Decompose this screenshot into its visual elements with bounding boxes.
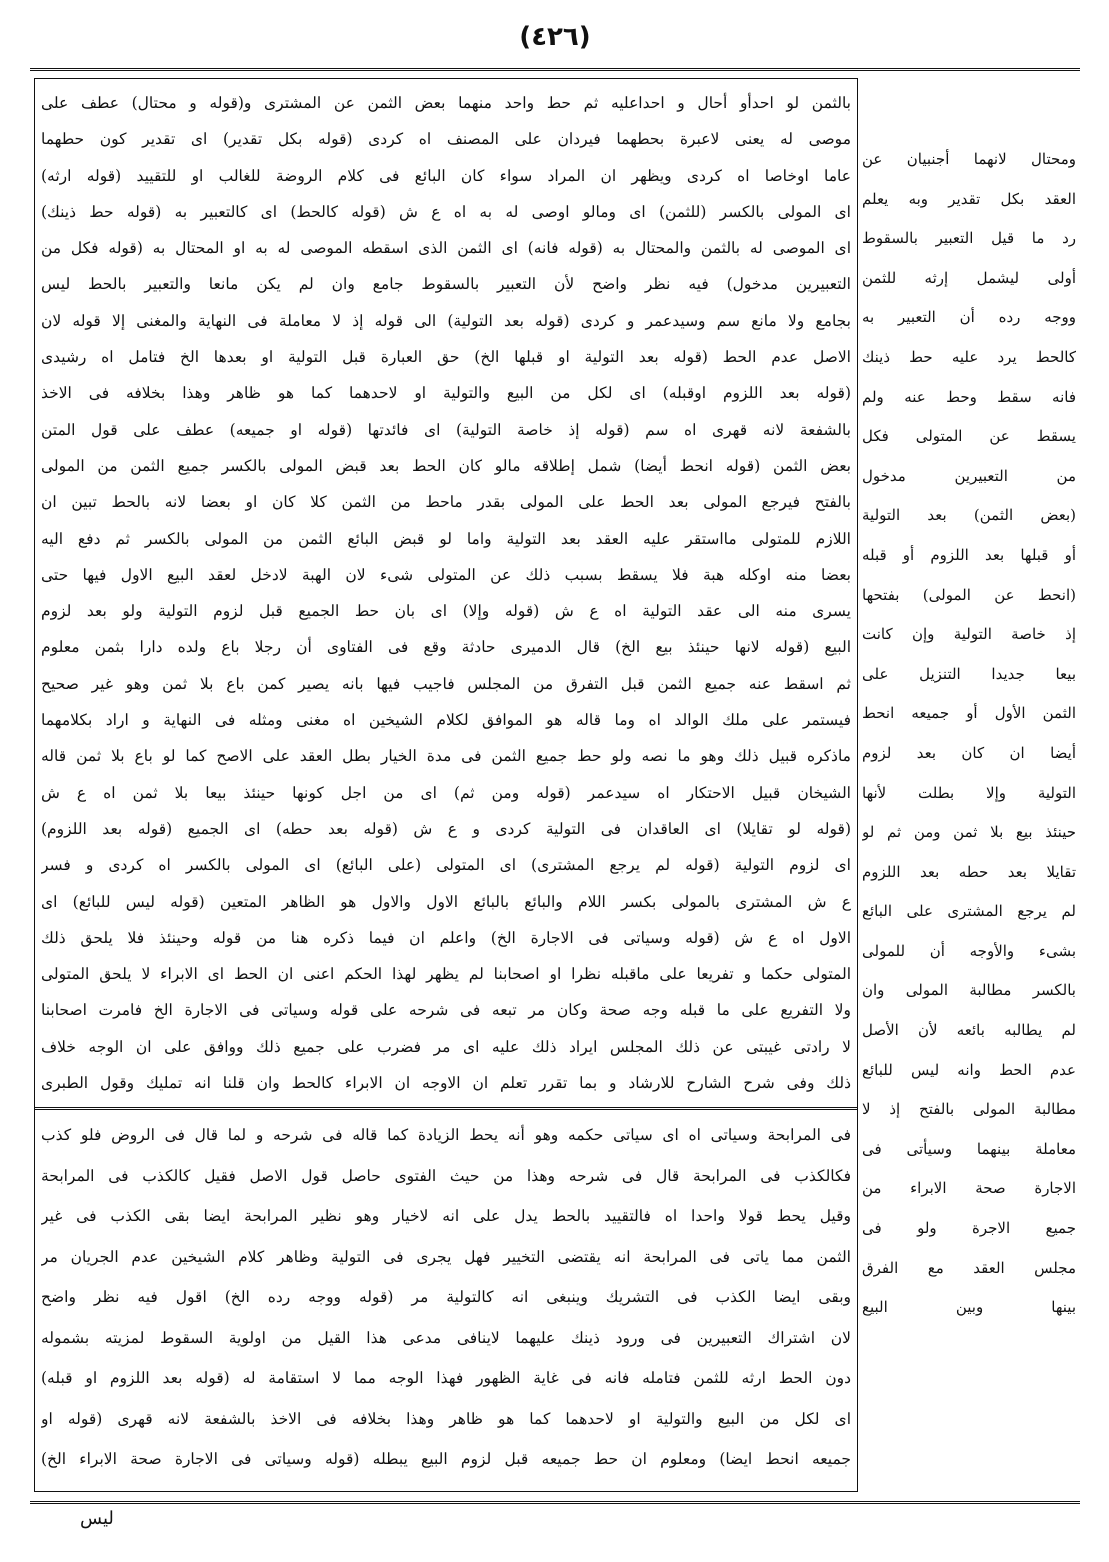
text-line: أو قبلها بعد اللزوم أو قبله — [862, 545, 1076, 564]
text-line: البيع (قوله لانها حينئذ بيع الخ) قال الدميرى حادثة وقع فى الفتاوى أن رجلا باع ولده دارا بثمن معلوم — [41, 638, 851, 657]
text-line: (انحط عن المولى) بفتحها — [862, 585, 1076, 604]
text-line: ومحتال لانهما أجنبيان عن — [862, 150, 1076, 168]
text-line: أولى ليشمل إرثه للثمن — [862, 268, 1076, 287]
text-line: ع ش المشترى بالمولى بكسر اللام والبائع بالبائع الاول والاول هو الظاهر المتعين (قوله ليس للبائع) اى — [41, 892, 851, 911]
text-line: الاول اه ع ش (قوله وسياتى فى الاجارة الخ) واعلم ان فيما ذكره هنا من قوله وحينئذ فلا يلحق ذلك — [41, 928, 851, 947]
text-line: لا رادتى غيبتى عن ذلك المجلس ايراد ذلك عليه اى مر فضرب على جميع ذلك ووافق على ان الوجه خلاف — [41, 1037, 851, 1056]
text-line: بيعا جديدا التنزيل على — [862, 664, 1076, 683]
text-line: المتولى حكما و تفريعا على ماقبله نظرا او اصحابنا لم يظهر لهذا الحكم اعنى ان الحط اى الابراء لا يلحق المتولى — [41, 965, 851, 984]
text-line: يسقط عن المتولى فكل — [862, 427, 1076, 446]
text-line: موصى له يعنى لاعبرة بحطهما فيردان على المصنف اه كردى (قوله بكل تقدير) اى تقدير كون حطهما — [41, 130, 851, 149]
text-line: دون الحط ارثه للثمن فتامله فانه فى غاية الظهور فهذا الوجه مما لا استقامة له (قوله بعد اللزوم او قبله) — [41, 1369, 851, 1387]
text-line: اى المولى بالكسر (للثمن) اى ومالو اوصى له به اه ع ش (قوله كالحط) اى كالتعبير به (قوله حط ذينك) — [41, 202, 851, 221]
text-line: لم يرجع المشترى على البائع — [862, 902, 1076, 921]
commentary-main-column — [34, 78, 858, 1492]
text-line: بالشفعة لانه قهرى اه سم (قوله إذ خاصة التولية) اى فائدتها (قوله او جميعه) عطف على قول المتن — [41, 420, 851, 439]
text-line: لم يطالبه بائعه لأن الأصل — [862, 1021, 1076, 1040]
text-line: لان اشتراك التعبيرين فى ورود ذينك عليهما لاينافى مدعى هذا القيل من اولوية السقوط لمزيته بشموله — [41, 1328, 851, 1347]
catchword: ليس — [80, 1508, 114, 1529]
text-line: اى الموصى له بالثمن والمحتال به (قوله فانه) اى الثمن الذى اسقطه الموصى له به او المحتال به (قوله فكل من — [41, 239, 851, 258]
text-line: يسرى منه الى عقد التولية اه ع ش (قوله وإلا) اى بان حط الجميع قبل لزوم التولية ولو بعد لزوم — [41, 602, 851, 621]
text-line: (قوله لو تقايلا) اى العاقدان فى التولية كردى و ع ش (قوله بعد حطه) اى الجميع (قوله بعد اللزوم) — [41, 819, 851, 838]
text-line: فكالكذب فى المرابحة قال فى شرحه وهذا من حيث الفتوى حاصل قول الاصل فقيل كالكذب فى المرابحة — [41, 1166, 851, 1185]
text-line: أيضا ان كان بعد لزوم — [862, 743, 1076, 762]
text-line: بالثمن لو احدأو أحال و احداعليه ثم حط واحد منهما بعض الثمن عن المشترى و(قوله و محتال) عطف على — [41, 94, 851, 112]
text-line: الشيخان قبيل الاحتكار اه سيدعمر (قوله ومن ثم) اى من اجل كونها حينئذ بيعا بلا ثمن اه ع ش — [41, 783, 851, 802]
text-line: وبقى ايضا الكذب فى التشريك وينبغى انه كالتولية مر (قوله ووجه رده الخ) اقول فيه نظر واضح — [41, 1288, 851, 1306]
text-line: ووجه رده أن التعبير به — [862, 308, 1076, 327]
text-line: بالفتح فيرجع المولى بعد الحط على المولى بقدر ماحط من الثمن كلا كان او بعضا لانه بالحط تبين ان — [41, 493, 851, 512]
text-line: الثمن الأول أو جميعه انحط — [862, 704, 1076, 723]
text-line: اى لزوم التولية (قوله لم يرجع المشترى) اى المتولى (على البائع) اى المولى بالكسر اه كردى و فسر — [41, 856, 851, 875]
text-line: بعضا منه اوكله هبة فلا يسقط بسبب ذلك عن المتولى شىء لان الهبة لادخل لعقد البيع الاول فيها حتى — [41, 565, 851, 584]
text-line: مجلس العقد مع الفرق — [862, 1258, 1076, 1277]
text-line: من التعبيرين مدخول — [862, 466, 1076, 485]
text-line: إذ خاصة التولية وإن كانت — [862, 625, 1076, 644]
section-divider — [35, 1107, 857, 1110]
text-line: ثم اسقط عنه جميع الثمن قبل التفرق من المجلس فاجيب فيها بانه يصير كمن باع بلا ثمن وهو غير صحيح — [41, 674, 851, 693]
text-line: ماذكره قبيل ذلك وهو ما نصه ولو حط جميع الثمن فى مدة الخيار بطل العقد على الاصح كما لو باع بلا ثمن قاله — [41, 747, 851, 766]
text-line: فى المرابحة وسياتى اه اى سياتى حكمه وهو أنه يحط الزيادة كما قاله فى شرحه و لما قال فى الروض فلو كذب — [41, 1126, 851, 1144]
text-line: مطالبة المولى بالفتح إذ لا — [862, 1100, 1076, 1119]
text-line: عاما اوخاصا اه كردى ويظهر ان المراد سواء كان البائع فى كلام الروضة للغالب او للتقييد (قوله ارثه) — [41, 166, 851, 185]
text-line: بجامع ولا مانع سم وسيدعمر و كردى (قوله بعد التولية) الى قوله إذ لا معاملة فى النهاية والمغنى إلا قوله لان — [41, 311, 851, 330]
text-line: (بعض الثمن) بعد التولية — [862, 506, 1076, 525]
text-line: جميعه انحط ايضا) ومعلوم ان حط جميعه قبل لزوم البيع يبطله (قوله وسياتى فى الاجارة صحة الابراء الخ) — [41, 1450, 851, 1468]
text-line: رد ما قيل التعبير بالسقوط — [862, 229, 1076, 248]
text-line: الاصل عدم الحط (قوله بعد التولية او قبلها الخ) حق العبارة قبل التولية او بعدها الخ فتامل اه رشيدى — [41, 348, 851, 367]
text-line: العقد بكل تقدير وبه يعلم — [862, 189, 1076, 208]
text-line: اى لكل من البيع والتولية او لاحدهما كما هو ظاهر وهذا بخلافه فى الاخذ بالشفعة لانه قهرى (قوله او — [41, 1409, 851, 1428]
text-line: الاجارة صحة الابراء من — [862, 1179, 1076, 1198]
page-number: (٤٢٦) — [519, 22, 591, 52]
text-line: التعبيرين مدخول) فيه نظر واضح لأن التعبير بالسقوط جامع وان لم يكن مانعا والتعبير بالحط ليس — [41, 275, 851, 294]
text-line: كالحط يرد عليه حط ذينك — [862, 347, 1076, 366]
text-line: بالكسر مطالبة المولى وان — [862, 981, 1076, 1000]
text-line: تقايلا بعد حطه بعد اللزوم — [862, 862, 1076, 881]
text-line: بينها وبين البيع — [862, 1298, 1076, 1317]
text-line: جميع الاجرة ولو فى — [862, 1219, 1076, 1238]
text-line: الثمن مما ياتى فى المرابحة انه يقتضى التخيير فهل يجرى فى التولية وظاهر كلام الشيخين عدم الجريان مر — [41, 1247, 851, 1266]
text-line: عدم الحط وانه ليس للبائع — [862, 1060, 1076, 1079]
text-line: وقيل يحط قولا واحدا اه فالتقييد بالحط يدل على انه لاخيار وهو نظير المرابحة ايضا بقى الكذب فى غير — [41, 1207, 851, 1225]
text-line: فانه سقط وحط عنه ولم — [862, 387, 1076, 406]
text-line: اللازم للمتولى مااستقر عليه العقد بعد التولية واما لو قبض البائع الثمن من المولى بالكسر ثم دفع اليه — [41, 529, 851, 548]
text-line: معاملة بينهما وسيأتى فى — [862, 1139, 1076, 1158]
text-line: حينئذ بيع بلا ثمن ومن ثم لو — [862, 823, 1076, 842]
text-line: ذلك وفى شرح الشارح للارشاد و بما تقرر تعلم ان الاوجه ان الابراء كالحط وان قلنا انه تمليك وقول الطبرى — [41, 1074, 851, 1093]
lower-commentary — [41, 1115, 851, 1483]
text-line: (قوله بعد اللزوم اوقبله) اى لكل من البيع والتولية او لاحدهما كما هو ظاهر وهذا بخلافه فى الاخذ — [41, 384, 851, 403]
text-line: بشىء والأوجه أن للمولى — [862, 941, 1076, 960]
text-line: ولا التفريع على ما قبله وجه صحة وكان مر تبعه فى شرحه على قوله وسياتى فى الاجارة الخ فامرت اصحابنا — [41, 1001, 851, 1020]
margin-text-column — [862, 140, 1076, 1328]
text-line: بعض الثمن (قوله انحط أيضا) شمل إطلاقه مالو كان الحط بعد قبض المولى بالكسر جميع الثمن من المولى — [41, 456, 851, 475]
text-line: التولية وإلا بطلت لأنها — [862, 783, 1076, 802]
text-line: فيستمر على ملك الوالد اه وما قاله هو الموافق لكلام الشيخين اه مغنى ومثله فى النهاية و اراد بكلامهما — [41, 711, 851, 730]
upper-commentary — [41, 85, 851, 1103]
